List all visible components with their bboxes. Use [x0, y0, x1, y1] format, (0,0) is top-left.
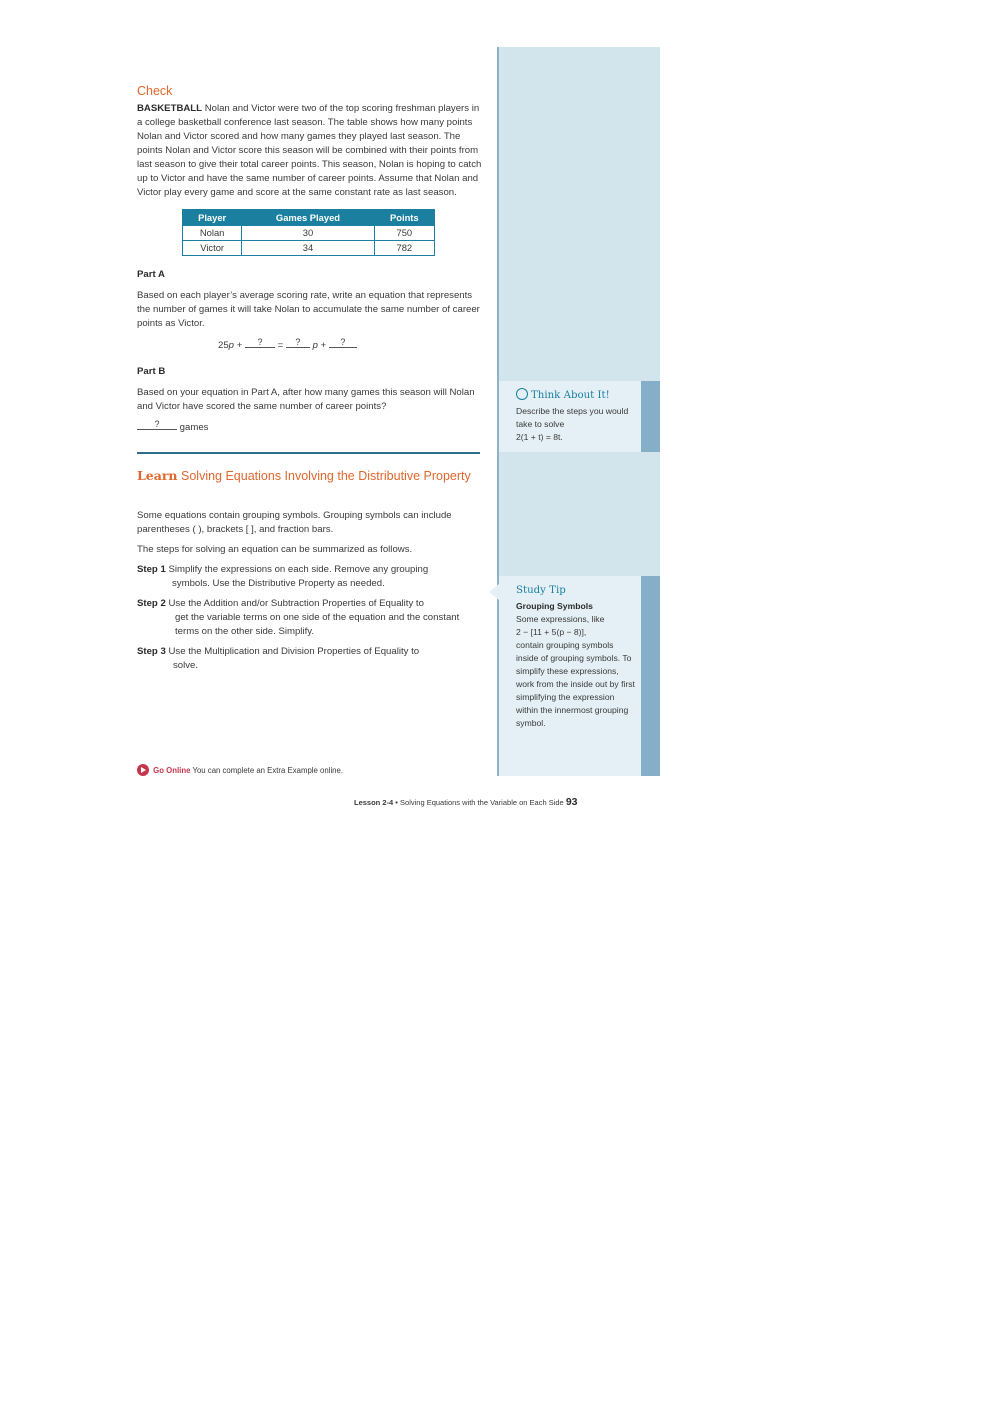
study-strip — [641, 576, 660, 776]
lightbulb-icon — [516, 388, 528, 400]
step-3 — [137, 645, 483, 673]
part-b-label: Part B — [137, 366, 166, 377]
think-title-text: Think About It! — [531, 390, 610, 401]
eq-plus: + — [236, 340, 243, 351]
eq-coefficient: 25 — [218, 340, 229, 351]
study-tip-subtitle: Grouping Symbols — [516, 601, 593, 611]
section-divider — [137, 452, 480, 454]
part-a-equation — [218, 338, 483, 353]
eq-variable: p — [312, 340, 318, 351]
go-online-link[interactable] — [137, 764, 343, 776]
step-text-cont: get the variable terms on one side of the equation and the constant terms on the other side. Simplify. — [175, 612, 460, 637]
page-footer — [354, 796, 578, 808]
col-header-player: Player — [183, 210, 242, 226]
check-problem-text — [137, 102, 483, 200]
step-label: Step 2 — [137, 598, 166, 609]
think-strip — [641, 381, 660, 452]
table-cell: 30 — [242, 226, 374, 241]
answer-blank-1[interactable]: ? — [245, 338, 275, 348]
check-section — [137, 84, 483, 435]
table-cell: Nolan — [183, 226, 242, 241]
learn-word: Learn — [137, 468, 178, 483]
go-online-label: Go Online — [153, 766, 191, 775]
study-tip-title: Study Tip — [516, 585, 566, 596]
part-b-text: Based on your equation in Part A, after how many games this season will Nolan and Victor have scored the same number of career points? — [137, 387, 475, 412]
learn-title: Solving Equations Involving the Distributive Property — [181, 469, 471, 483]
learn-body — [137, 509, 483, 679]
answer-blank-games[interactable]: ? — [137, 420, 177, 430]
think-expression: 2(1 + t) = 8t. — [516, 432, 563, 442]
games-unit: games — [179, 422, 209, 433]
table-cell: 782 — [374, 241, 434, 256]
table-cell: Victor — [183, 241, 242, 256]
eq-plus: + — [320, 340, 327, 351]
check-title: Check — [137, 84, 173, 98]
lesson-number: Lesson 2-4 — [354, 798, 394, 807]
answer-blank-3[interactable]: ? — [329, 338, 357, 348]
study-tip-expression: 2 − [11 + 5(p − 8)], — [516, 627, 587, 637]
study-tip-box — [499, 576, 641, 776]
learn-heading — [137, 468, 477, 484]
step-text: Use the Addition and/or Subtraction Properties of Equality to — [168, 598, 424, 609]
col-header-games: Games Played — [242, 210, 374, 226]
study-tip-text: contain grouping symbols inside of grouping symbols. To simplify these expressions, work from the inside out by first simplifying the expression within the innermost grouping symbol. — [516, 640, 635, 728]
step-label: Step 1 — [137, 564, 166, 575]
problem-category: BASKETBALL — [137, 103, 203, 114]
study-tip-pointer — [489, 584, 499, 600]
learn-paragraph: The steps for solving an equation can be summarized as follows. — [137, 544, 413, 555]
learn-paragraph: Some equations contain grouping symbols. Grouping symbols can include parentheses ( ), brackets [ ], and fraction bars. — [137, 510, 452, 535]
part-a-text: Based on each player’s average scoring rate, write an equation that represents the number of games it will take Nolan to accumulate the same number of career points as Victor. — [137, 290, 480, 329]
go-online-text: You can complete an Extra Example online. — [192, 766, 344, 775]
step-label: Step 3 — [137, 646, 166, 657]
step-2 — [137, 597, 483, 639]
think-title — [516, 388, 635, 402]
step-text: Use the Multiplication and Division Properties of Equality to — [168, 646, 420, 657]
part-a-label: Part A — [137, 269, 165, 280]
eq-equals: = — [277, 340, 284, 351]
cursor-icon — [137, 764, 149, 776]
part-b-answer-line — [137, 420, 483, 435]
table-row — [183, 226, 435, 241]
table-cell: 34 — [242, 241, 374, 256]
think-about-it-box — [499, 381, 641, 452]
eq-variable: p — [228, 340, 235, 351]
table-header-row — [183, 210, 435, 226]
step-text-cont: symbols. Use the Distributive Property as needed. — [172, 578, 385, 589]
think-text: Describe the steps you would take to solve — [516, 406, 629, 429]
table-cell: 750 — [374, 226, 434, 241]
page-number: 93 — [565, 796, 578, 808]
step-1 — [137, 563, 483, 591]
study-tip-text: Some expressions, like — [516, 614, 605, 624]
points-table — [182, 209, 435, 256]
table-row — [183, 241, 435, 256]
step-text-cont: solve. — [173, 660, 199, 671]
problem-body: Nolan and Victor were two of the top scoring freshman players in a college basketball conference last season. The table shows how many points Nolan and Victor scored and how many games they played last season. The points Nolan and Victor score this season will be combined with their points from last season to give their total career points. This season, Nolan is hoping to catch up to Victor and have the same number of career points. Assume that Nolan and Victor play every game and score at the same constant rate as last season. — [137, 103, 482, 198]
col-header-points: Points — [374, 210, 434, 226]
step-text: Simplify the expressions on each side. Remove any grouping — [168, 564, 429, 575]
footer-separator: • — [395, 798, 398, 807]
lesson-title: Solving Equations with the Variable on Each Side — [400, 798, 564, 807]
answer-blank-2[interactable]: ? — [286, 338, 310, 348]
